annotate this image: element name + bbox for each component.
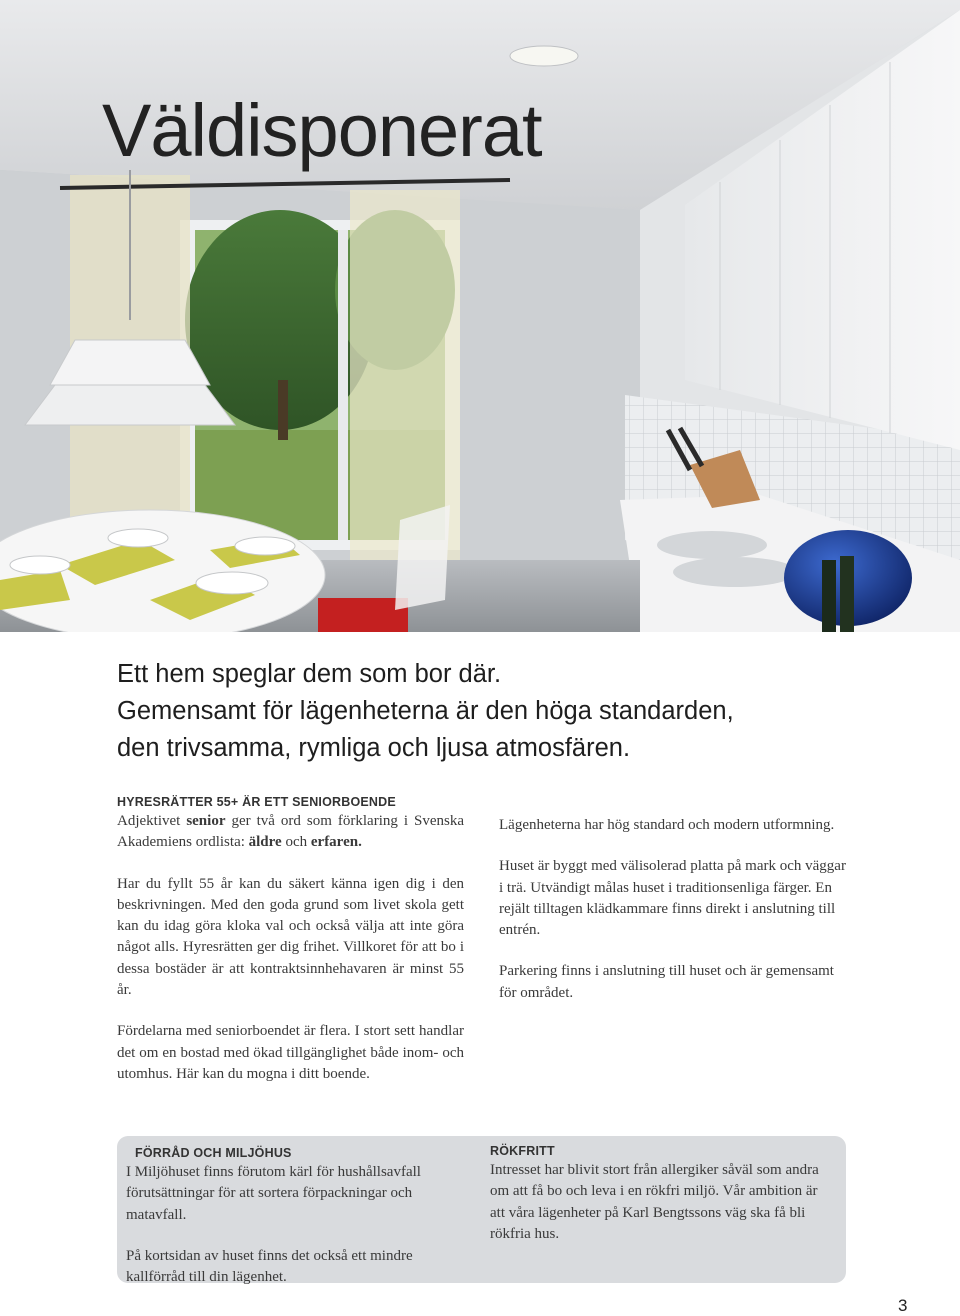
smoke-free-section: [490, 1144, 835, 1245]
intro-line: Ett hem speglar dem som bor där.: [117, 660, 502, 688]
bold-term: äldre: [248, 834, 282, 851]
body-paragraph: Fördelarna med seniorboendet är flera. I stort sett handlar det om en bostad med ökad tillgänglighet både inom- och utomhus. Här kan du mogna i ditt boende.: [117, 1023, 464, 1082]
info-box: [117, 1136, 846, 1286]
section-heading: RÖKFRITT: [490, 1144, 555, 1158]
body-paragraph: Huset är byggt med välisolerad platta på mark och väggar i trä. Utvändigt målas huset i traditionsenliga färger. En rejält tilltagen klädkammare finns direkt i anslutning till entrén.: [499, 858, 846, 939]
body-paragraph: Parkering finns i anslutning till huset och är gemensamt för området.: [499, 963, 834, 1001]
intro-line: Gemensamt för lägenheterna är den höga standarden,: [117, 697, 734, 725]
intro-text: [117, 656, 877, 767]
page-number: 3: [898, 1296, 908, 1315]
definition-paragraph: Adjektivet senior ger två ord som förklaring i Svenska Akademiens ordlista: äldre och erfaren.: [117, 813, 464, 851]
page-title: Väldisponerat: [102, 89, 542, 172]
bold-term: senior: [186, 813, 226, 829]
left-column: [117, 795, 464, 1085]
intro-line: den trivsamma, rymliga och ljusa atmosfären.: [117, 734, 631, 762]
body-paragraph: På kortsidan av huset finns det också ett mindre kallförråd till din lägenhet.: [126, 1247, 413, 1286]
right-column: [499, 815, 849, 1004]
hero-image: [0, 0, 960, 632]
storage-section: [126, 1146, 471, 1288]
bold-term: erfaren.: [310, 834, 362, 851]
body-paragraph: I Miljöhuset finns förutom kärl för hushållsavfall förutsättningar för att sortera förpackningar och matavfall.: [126, 1164, 421, 1223]
body-paragraph: Intresset har blivit stort från allergiker såväl som andra om att få bo och leva i en rökfri miljö. Vår ambition är att våra lägenheter på Karl Bengtssons väg ska få bli rökfria hus.: [490, 1162, 819, 1242]
body-paragraph: Lägenheterna har hög standard och modern utformning.: [499, 817, 835, 833]
body-paragraph: Har du fyllt 55 år kan du säkert känna igen dig i den beskrivningen. Med den goda grund som livet skola gett kan du idag göra kloka val och också välja att inte göra något alls. Hyresrätten ger dig frihet. Villkoret för att bo i dessa bostäder är att kontraktsinnhehavaren är minst 55 år.: [117, 875, 464, 999]
section-heading: FÖRRÅD OCH MILJÖHUS: [135, 1146, 292, 1160]
section-heading: HYRESRÄTTER 55+ ÄR ETT SENIORBOENDE: [117, 795, 396, 809]
